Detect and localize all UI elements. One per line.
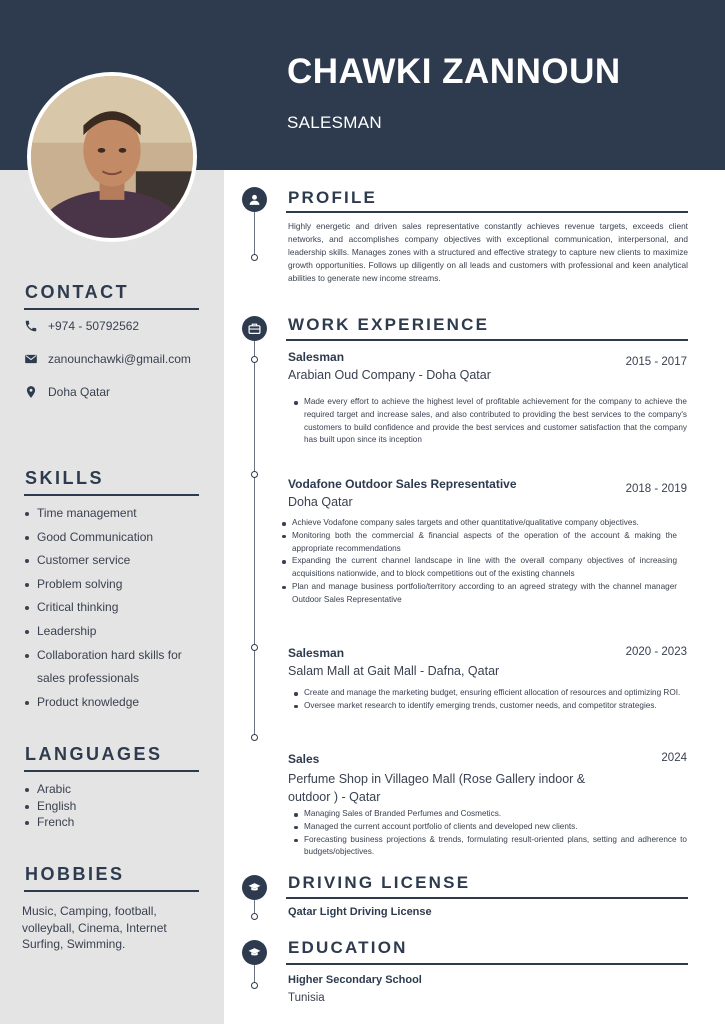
education-school: Higher Secondary School [288,974,422,986]
user-icon [248,193,261,206]
candidate-title: SALESMAN [287,113,382,132]
job-company: Doha Qatar [288,495,353,509]
list-item: Made every effort to achieve the highest level of profitable achievement for the company to achieve the required target and increase sales, and also contributed to providing the best services to the company's customers to build confidence and provide the best services and customer satisfaction that the company has built upon since its inception [292,396,687,447]
list-item: French [24,814,204,831]
briefcase-icon [248,322,261,335]
education-divider [286,963,688,965]
phone-icon [24,319,38,333]
education-heading: EDUCATION [288,938,408,957]
job-title: Vodafone Outdoor Sales Representative [288,477,517,491]
timeline-dot [251,913,258,920]
contact-divider [24,308,199,310]
timeline-dot [251,254,258,261]
job-dates: 2018 - 2019 [625,483,687,495]
timeline-dot [251,982,258,989]
hobbies-divider [24,890,199,892]
timeline-dot [251,356,258,363]
list-item: Managed the current account portfolio of clients and developed new clients. [292,821,687,834]
list-item: Create and manage the marketing budget, ensuring efficient allocation of resources and optimizing ROI. [292,687,687,700]
list-item: Arabic [24,781,204,798]
languages-heading: LANGUAGES [25,744,163,764]
education-section-icon [242,940,267,965]
contact-phone[interactable] [24,319,139,333]
skills-heading: SKILLS [25,468,105,488]
list-item: English [24,798,204,815]
list-item: Forecasting business projections & trends, formulating result-oriented plans, setting and adherence to budgets/objectives. [292,834,687,860]
job-bullets [280,517,677,607]
contact-email[interactable] [24,352,191,366]
job-bullets [292,808,687,859]
job-dates: 2024 [661,752,687,764]
list-item: Time management [24,502,204,526]
hobbies-text: Music, Camping, football, volleyball, Cinema, Internet Surfing, Swimming. [22,904,167,951]
contact-location [24,385,110,399]
graduation-cap-icon [248,881,261,894]
list-item: Problem solving [24,573,204,597]
job-company: Perfume Shop in Villageo Mall (Rose Gallery indoor & outdoor ) - Qatar [288,772,586,804]
timeline-dot [251,471,258,478]
list-item: Plan and manage business portfolio/territory according to an agreed strategy with the channel manager Outdoor Sales Representative [280,581,677,607]
experience-divider [286,339,688,341]
profile-section-icon [242,187,267,212]
profile-divider [286,211,688,213]
list-item: Good Communication [24,526,204,550]
job-bullets [292,687,687,713]
phone-text: +974 - 50792562 [48,319,140,333]
list-item: Expanding the current channel landscape in line with the overall company objectives of increasing acquisitions nationwide, and to block competitions out of the existing channels [280,555,677,581]
graduation-cap-icon [248,946,261,959]
list-item: Monitoring both the commercial & financial aspects of the operation of the account & making the appropriate recommendations [280,530,677,556]
job-bullets [292,396,687,447]
education-location: Tunisia [288,992,325,1004]
list-item: Customer service [24,549,204,573]
timeline-line [254,212,255,256]
driving-section-icon [242,875,267,900]
list-item: Achieve Vodafone company sales targets and other quantitative/qualitative company objectives. [280,517,677,530]
list-item: Managing Sales of Branded Perfumes and Cosmetics. [292,808,687,821]
profile-heading: PROFILE [288,188,378,207]
list-item: Critical thinking [24,596,204,620]
job-title: Salesman [288,646,345,660]
person-photo-icon [31,76,193,238]
timeline-dot [251,734,258,741]
email-icon [24,352,38,366]
candidate-name: CHAWKI ZANNOUN [287,52,621,91]
list-item: Product knowledge [24,691,204,715]
profile-text: Highly energetic and driven sales representative constantly achieves revenue targets, exceeds client networks, and accomplishes company objectives with exceptional communication, interpersonal, and leadership skills. Manages zones with a structured and effective strategy to capture new clients to maximize growth opportunities. Follows up diligently on all leads and customers with professional and keen analytical abilities to generate new income streams. [288,221,688,283]
driving-license-item: Qatar Light Driving License [288,906,432,918]
skills-divider [24,494,199,496]
driving-divider [286,897,688,899]
profile-photo [27,72,197,242]
job-title: Sales [288,752,320,766]
job-title: Salesman [288,350,345,364]
timeline-line [254,340,255,736]
skills-list [24,502,204,714]
email-text: zanounchawki@gmail.com [48,352,191,366]
list-item: Collaboration hard skills for [24,644,204,668]
driving-heading: DRIVING LICENSE [288,873,471,892]
location-text: Doha Qatar [48,385,111,399]
location-pin-icon [24,385,38,399]
job-company: Arabian Oud Company - Doha Qatar [288,368,491,382]
list-item: Leadership [24,620,204,644]
list-item: sales professionals [37,671,140,686]
list-item: Oversee market research to identify emerging trends, customer needs, and competitor strategies. [292,700,687,713]
timeline-dot [251,644,258,651]
contact-heading: CONTACT [25,282,130,302]
job-dates: 2020 - 2023 [625,646,687,658]
languages-list [24,781,204,831]
job-company: Salam Mall at Gait Mall - Dafna, Qatar [288,664,500,678]
job-dates: 2015 - 2017 [625,356,687,368]
experience-heading: WORK EXPERIENCE [288,315,490,334]
experience-section-icon [242,316,267,341]
hobbies-heading: HOBBIES [25,864,125,884]
languages-divider [24,770,199,772]
